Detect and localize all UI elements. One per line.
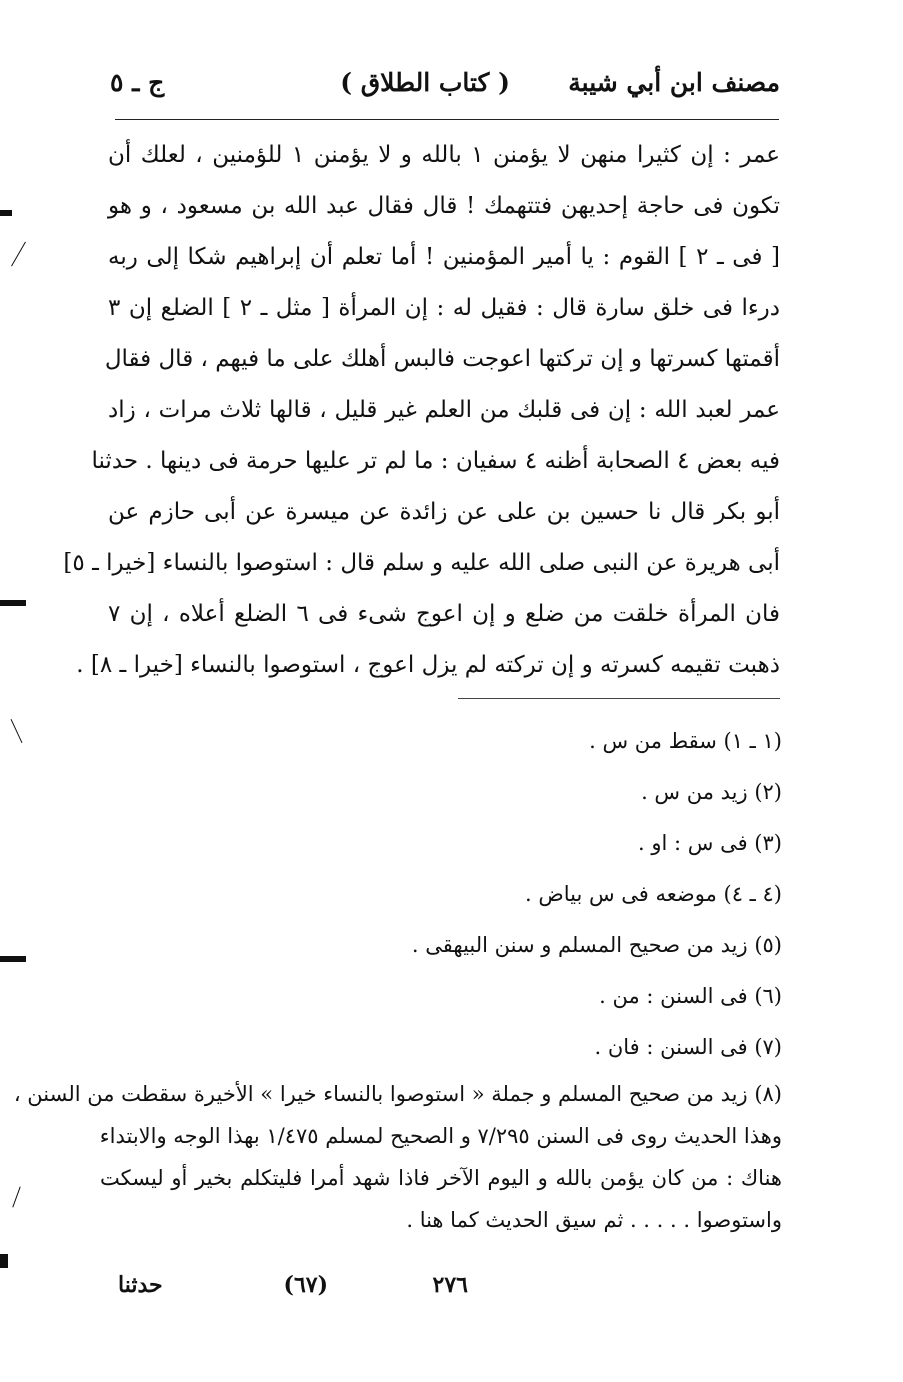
- volume-label: ج ـ ٥: [110, 68, 165, 97]
- footnote-line: هناك : من كان يؤمن بالله و اليوم الآخر فاذا شهد أمرا فليتكلم بخير أو ليسكت: [100, 1166, 782, 1190]
- page-header: [110, 68, 780, 108]
- footnote: (١ ـ ١) سقط من س .: [589, 729, 782, 753]
- text-line: عمر : إن كثيرا منهن لا يؤمنن ١ بالله و لا يؤمنن ١ للؤمنين ، لعلك أن: [108, 142, 780, 168]
- catchword: حدثنا: [118, 1272, 163, 1298]
- text-line: [ فى ـ ٢ ] القوم : يا أمير المؤمنين ! أما تعلم أن إبراهيم شكا إلى ربه: [108, 244, 780, 270]
- scan-mark: [0, 600, 26, 606]
- header-rule: [115, 119, 779, 120]
- scan-mark: [0, 956, 26, 962]
- page-footer: [118, 1272, 638, 1312]
- scan-mark: [11, 719, 23, 743]
- text-line: أبو بكر قال نا حسين بن على عن زائدة عن ميسرة عن أبى حازم عن: [108, 499, 780, 525]
- footnote-8: [13, 1073, 782, 1241]
- footnote: (٧) فى السنن : فان .: [594, 1035, 782, 1059]
- book-title: مصنف ابن أبي شيبة: [568, 68, 780, 97]
- text-line: فيه بعض ٤ الصحابة أظنه ٤ سفيان : ما لم تر عليها حرمة فى دينها . حدثنا: [91, 448, 780, 474]
- footnote: (٥) زيد من صحيح المسلم و سنن البيهقى .: [411, 933, 782, 957]
- footnote-rule: [458, 698, 780, 699]
- signature-mark: (٦٧): [283, 1272, 328, 1298]
- scan-mark: [12, 1186, 20, 1207]
- main-text: [63, 130, 780, 691]
- scan-mark: [0, 1254, 8, 1268]
- footnote: (٣) فى س : او .: [638, 831, 782, 855]
- text-line: أبى هريرة عن النبى صلى الله عليه و سلم قال : استوصوا بالنساء [خيرا ـ ٥]: [63, 550, 780, 576]
- chapter-title: ( كتاب الطلاق ): [340, 68, 510, 97]
- scan-mark: [0, 210, 12, 216]
- footnote-line: وهذا الحديث روى فى السنن ٧/٢٩٥ و الصحيح لمسلم ١/٤٧٥ بهذا الوجه والابتداء: [99, 1124, 782, 1148]
- text-line: فان المرأة خلقت من ضلع و إن اعوج شىء فى ٦ الضلع أعلاه ، إن ٧: [108, 601, 780, 627]
- footnote: (٢) زيد من س .: [641, 780, 782, 804]
- text-line: عمر لعبد الله : إن فى قلبك من العلم غير قليل ، قالها ثلاث مرات ، زاد: [108, 397, 780, 423]
- footnote: (٦) فى السنن : من .: [599, 984, 782, 1008]
- scan-mark: [11, 242, 26, 267]
- page-number: ٢٧٦: [432, 1272, 468, 1298]
- text-line: تكون فى حاجة إحديهن فتتهمك ! قال فقال عبد الله بن مسعود ، و هو: [108, 193, 780, 219]
- text-line: أقمتها كسرتها و إن تركتها اعوجت فالبس أهلك على ما فيهم ، قال فقال: [104, 346, 780, 372]
- text-line: ذهبت تقيمه كسرته و إن تركته لم يزل اعوج ، استوصوا بالنساء [خيرا ـ ٨] .: [76, 652, 780, 678]
- footnotes: [13, 716, 782, 1241]
- text-line: درءا فى خلق سارة قال : فقيل له : إن المرأة [ مثل ـ ٢ ] الضلع إن ٣: [108, 295, 780, 321]
- footnote: (٤ ـ ٤) موضعه فى س بياض .: [525, 882, 782, 906]
- footnote-line: واستوصوا . . . . . ثم سيق الحديث كما هنا .: [406, 1208, 782, 1232]
- footnote-line: (٨) زيد من صحيح المسلم و جملة « استوصوا بالنساء خيرا » الأخيرة سقطت من السنن ،: [13, 1082, 782, 1106]
